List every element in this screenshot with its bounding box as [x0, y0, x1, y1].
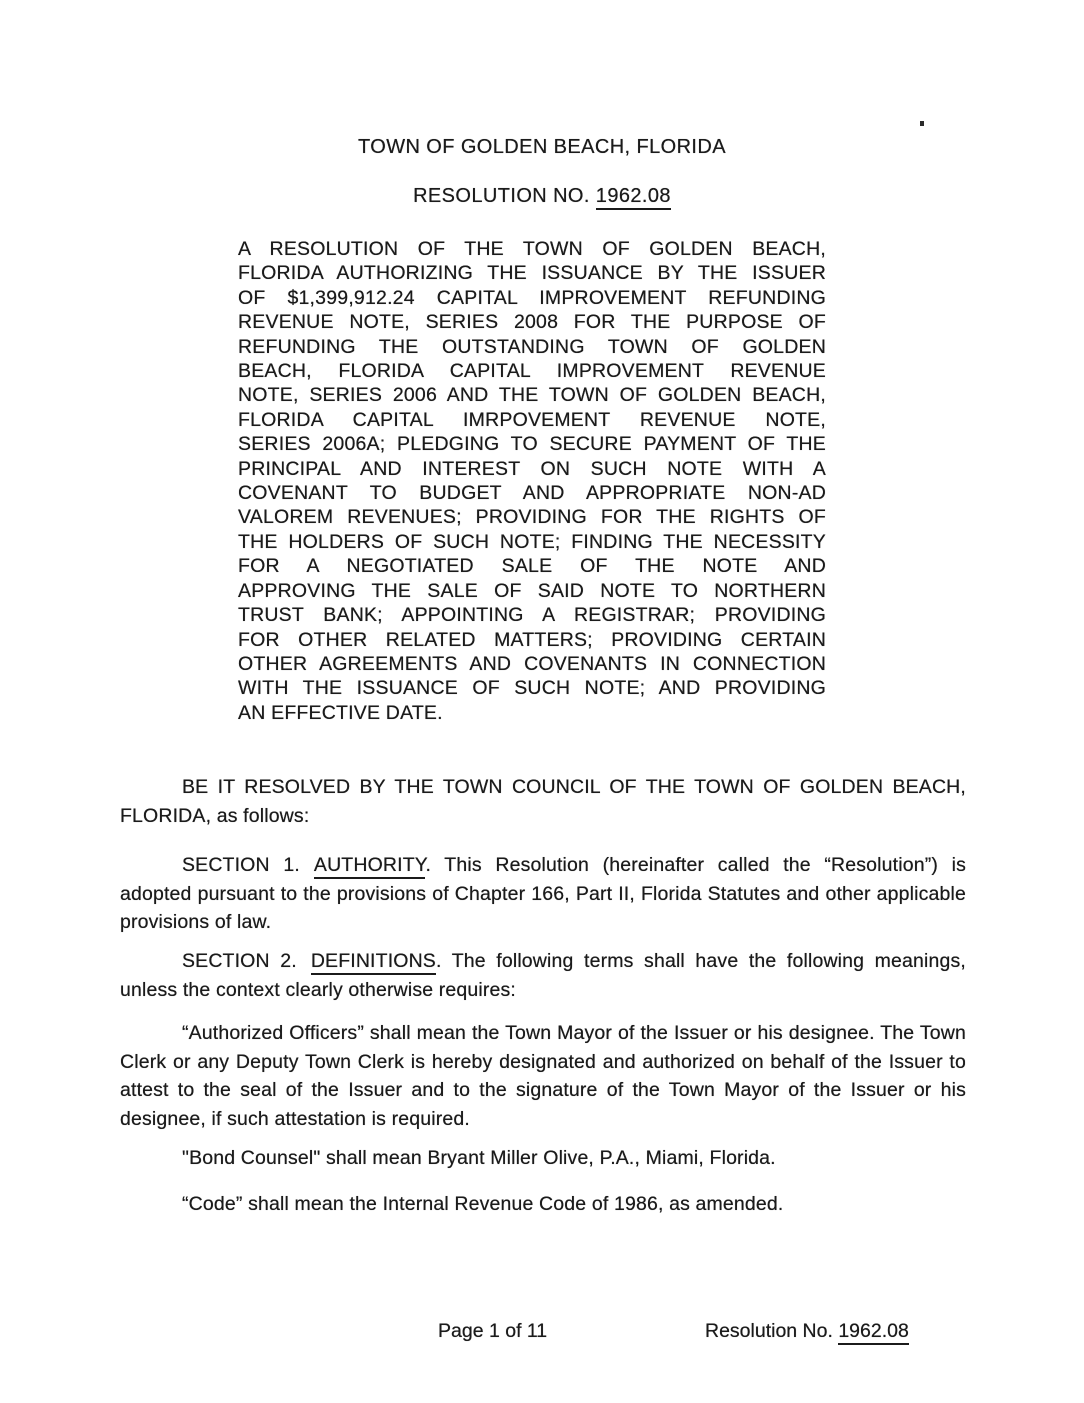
section-1-label: SECTION 1.: [182, 854, 300, 876]
section-1-body: . This Resolution (hereinafter called the “Resolution”) is adopted pursuant to the provisions of Chapter 166, Part II, Florida Statutes and other applicable provisions of law.: [120, 854, 966, 933]
resolution-number-heading: [0, 185, 1084, 208]
summary-line: PRINCIPAL AND INTEREST ON SUCH NOTE WITH A: [238, 457, 826, 480]
paragraph-code-definition: “Code” shall mean the Internal Revenue Code of 1986, as amended.: [182, 1193, 784, 1215]
summary-line: APPROVING THE SALE OF SAID NOTE TO NORTHERN: [238, 579, 826, 602]
summary-line: REFUNDING THE OUTSTANDING TOWN OF GOLDEN: [238, 335, 826, 358]
summary-line: FOR A NEGOTIATED SALE OF THE NOTE AND: [238, 555, 826, 578]
summary-line: A RESOLUTION OF THE TOWN OF GOLDEN BEACH,: [238, 238, 826, 260]
summary-line: NOTE, SERIES 2006 AND THE TOWN OF GOLDEN BEACH,: [238, 384, 826, 407]
resolution-number-label: RESOLUTION NO.: [413, 185, 596, 207]
paragraph-section-2: [120, 947, 966, 1004]
paragraph-authorized-officers-definition: “Authorized Officers” shall mean the Town Mayor of the Issuer or his designee. The Town Clerk or any Deputy Town Clerk is hereby designated and authorized on behalf of the Issuer to attest to the seal of the Issuer and to the signature of the Town Mayor of the Issuer or his designee, if such attestation is required.: [120, 1022, 966, 1130]
resolution-number-value: 1962.08: [596, 185, 671, 210]
footer-resolution-number: [705, 1320, 909, 1343]
summary-line: TRUST BANK; APPOINTING A REGISTRAR; PROVIDING: [238, 604, 826, 627]
resolution-summary-block: [238, 237, 826, 725]
summary-line: COVENANT TO BUDGET AND APPROPRIATE NON-AD: [238, 482, 826, 505]
summary-line: OTHER AGREEMENTS AND COVENANTS IN CONNECTION: [238, 652, 826, 675]
footer-resolution-label: Resolution No.: [705, 1320, 839, 1342]
summary-line: VALOREM REVENUES; PROVIDING FOR THE RIGHTS OF: [238, 506, 826, 529]
paragraph-bond-counsel-definition: "Bond Counsel" shall mean Bryant Miller Olive, P.A., Miami, Florida.: [182, 1147, 776, 1169]
section-2-body: . The following terms shall have the following meanings, unless the context clearly otherwise requires:: [120, 950, 966, 1001]
summary-line: FOR OTHER RELATED MATTERS; PROVIDING CERTAIN: [238, 628, 826, 651]
summary-line: WITH THE ISSUANCE OF SUCH NOTE; AND PROVIDING: [238, 677, 826, 700]
summary-line: REVENUE NOTE, SERIES 2008 FOR THE PURPOSE OF: [238, 311, 826, 334]
page-title: TOWN OF GOLDEN BEACH, FLORIDA: [358, 136, 726, 158]
section-2-heading: DEFINITIONS: [311, 950, 436, 975]
summary-line: AN EFFECTIVE DATE.: [238, 701, 443, 724]
paragraph-be-it-resolved: BE IT RESOLVED BY THE TOWN COUNCIL OF THE TOWN OF GOLDEN BEACH, FLORIDA, as follows:: [120, 776, 966, 827]
summary-line: FLORIDA AUTHORIZING THE ISSUANCE BY THE ISSUER: [238, 262, 826, 285]
summary-line: SERIES 2006A; PLEDGING TO SECURE PAYMENT OF THE: [238, 433, 826, 456]
footer-page-number: Page 1 of 11: [438, 1320, 548, 1342]
paragraph-section-1: [120, 851, 966, 937]
summary-line: OF $1,399,912.24 CAPITAL IMPROVEMENT REFUNDING: [238, 286, 826, 309]
footer-resolution-value: 1962.08: [838, 1320, 909, 1345]
scan-artifact-dot: [920, 121, 924, 126]
section-2-label: SECTION 2.: [182, 950, 297, 972]
summary-line: THE HOLDERS OF SUCH NOTE; FINDING THE NECESSITY: [238, 530, 826, 553]
summary-line: FLORIDA CAPITAL IMRPOVEMENT REVENUE NOTE,: [238, 408, 826, 431]
section-1-heading: AUTHORITY: [314, 854, 426, 879]
summary-line: BEACH, FLORIDA CAPITAL IMPROVEMENT REVENUE: [238, 360, 826, 383]
